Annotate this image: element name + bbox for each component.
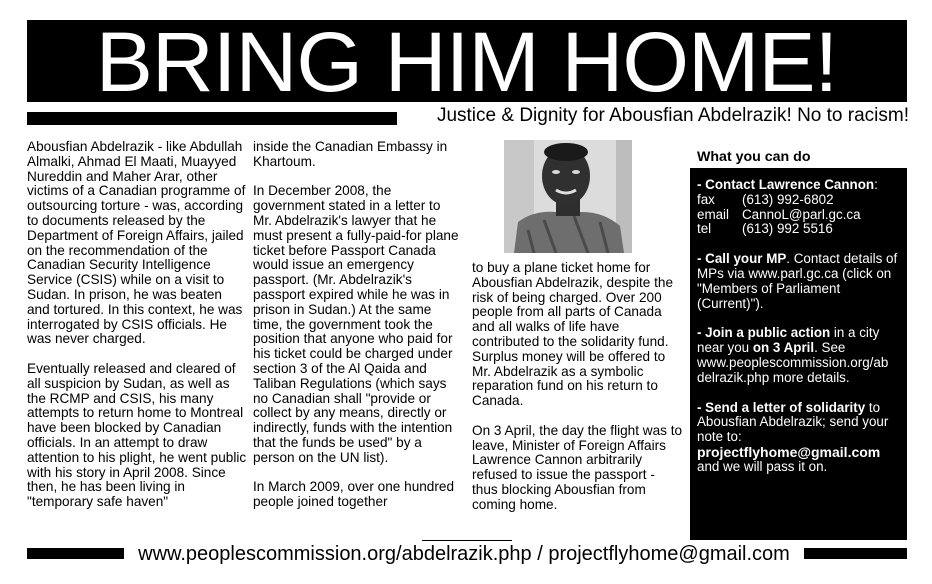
contact-row-fax bbox=[697, 193, 901, 208]
action-text: in a city near you bbox=[697, 325, 880, 356]
subtitle-bar bbox=[27, 112, 397, 125]
article-column-1 bbox=[27, 140, 247, 510]
paragraph: In March 2009, over one hundred people joined together bbox=[253, 479, 455, 510]
portrait-photo bbox=[504, 140, 632, 253]
portrait-illustration bbox=[504, 140, 632, 253]
paragraph: In December 2008, the government stated in a letter to Mr. Abdelrazik's lawyer that he must present a fully-paid-for plane ticket before Passport Canada would issue an emergency passport. (Mr. Abdelrazik's passport expired while he was in prison in Sudan.) At the same time, the government took the position that anyone who paid for his ticket could be charged under section 3 of the Al Qaida and Taliban Regulations (which says no Canadian shall "provide or collect by any means, directly or indirectly, funds with the intention that the funds be used" by a person on the UN list). bbox=[253, 183, 459, 465]
action-title: - Join a public action bbox=[697, 325, 831, 341]
paragraph: Abousfian Abdelrazik - like Abdullah Almalki, Ahmad El Maati, Muayyed Nureddin and Maher Arar, other victims of a Canadian programme of outsourcing torture - was, according to documents released by the Department of Foreign Affairs, jailed on the recommendation of the Canadian Security Intelligence Service (CSIS) while on a visit to Sudan. In prison, he was beaten and tortured. In this context, he was interrogated by CSIS officials. He was never charged. bbox=[27, 139, 246, 347]
paragraph: On 3 April, the day the flight was to leave, Minister of Foreign Affairs Lawrence Cannon arbitrarily refused to issue the passport - thus blocking Abousfian from coming home. bbox=[472, 422, 683, 512]
footer-bar-right bbox=[804, 548, 907, 559]
letter-text: and we will pass it on. bbox=[697, 458, 828, 474]
letter-title: - Send a letter of solidarity bbox=[697, 399, 866, 415]
contact-block bbox=[697, 178, 901, 237]
contact-colon: : bbox=[874, 177, 878, 192]
mp-text: . Contact details of MPs via www.parl.gc.ca (click on "Members of Parliament (Current)"). bbox=[697, 251, 898, 311]
contact-label: email bbox=[697, 206, 729, 222]
footer-rule bbox=[422, 540, 512, 541]
paragraph: to buy a plane ticket home for Abousfian Abdelrazik, despite the risk of being charged. Over 200 people from all parts of Canada and all walks of life have contributed to the solidarity fund. Surplus money will be offered to Mr. Abdelrazik as a symbolic reparation fund on his return to Canada. bbox=[472, 260, 674, 409]
contact-title: - Contact Lawrence Cannon bbox=[697, 177, 875, 192]
contact-row-tel bbox=[697, 222, 901, 237]
action-sidebar bbox=[690, 168, 907, 540]
paragraph: Eventually released and cleared of all suspicion by Sudan, as well as the RCMP and CSIS, his many attempts to return home to Montreal have been blocked by Canadian officials. In an attempt to draw attention to his plight, he went public with his story in April 2008. Since then, he has been living in "temporary safe haven" bbox=[27, 360, 247, 510]
action-date: on 3 April bbox=[752, 340, 815, 356]
letter-block bbox=[697, 401, 901, 475]
contact-label: fax bbox=[697, 191, 715, 207]
solidarity-email: projectflyhome@gmail.com bbox=[697, 443, 881, 460]
article-column-3 bbox=[472, 261, 684, 513]
paragraph: inside the Canadian Embassy in Khartoum. bbox=[253, 139, 448, 169]
contact-row-email bbox=[697, 208, 901, 223]
mp-block bbox=[697, 252, 901, 311]
subtitle: Justice & Dignity for Abousfian Abdelrazik! No to racism! bbox=[436, 105, 909, 126]
phone-number: (613) 992 5516 bbox=[742, 221, 833, 237]
mp-title: - Call your MP bbox=[697, 251, 787, 267]
email-address: CannoL@parl.gc.ca bbox=[742, 206, 861, 222]
footer-links: www.peoplescommission.org/abdelrazik.php / projectflyhome@gmail.com bbox=[138, 543, 790, 565]
letter-text: to Abousfian Abdelrazik; send your note to: bbox=[697, 399, 889, 445]
contact-label: tel bbox=[697, 221, 712, 237]
action-block bbox=[697, 326, 901, 385]
article-column-2 bbox=[253, 140, 463, 510]
headline-text: BRING HIM HOME! bbox=[96, 20, 838, 102]
headline-banner bbox=[27, 20, 907, 102]
footer-bar-left bbox=[27, 548, 124, 559]
action-text: . See www.peoplescommission.org/ab delrazik.php more details. bbox=[697, 340, 889, 385]
sidebar-heading: What you can do bbox=[697, 149, 811, 165]
fax-number: (613) 992-6802 bbox=[742, 191, 834, 207]
